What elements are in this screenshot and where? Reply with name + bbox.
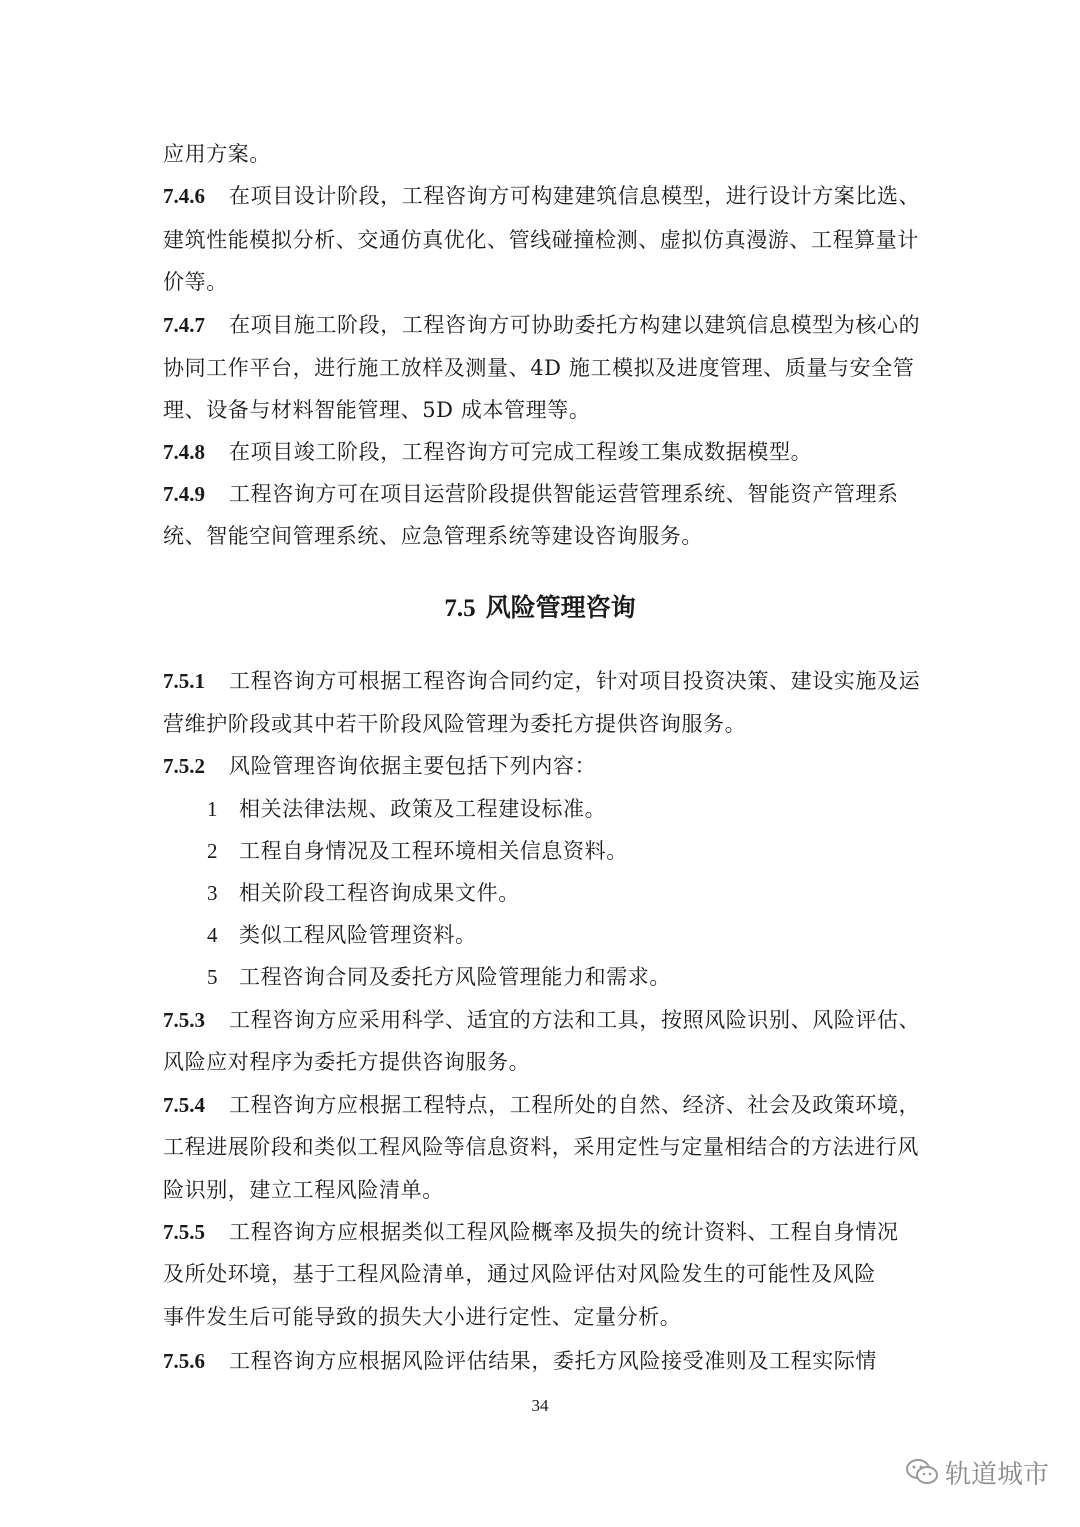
clause-7-5-3: 7.5.3 工程咨询方应采用科学、适宜的方法和工具，按照风险识别、风险评估、 xyxy=(163,1005,923,1035)
clause-number: 7.4.9 xyxy=(163,482,205,506)
text-line: 协同工作平台，进行施工放样及测量、4D 施工模拟及进度管理、质量与安全管 xyxy=(163,356,915,380)
text-line: 建筑性能模拟分析、交通仿真优化、管线碰撞检测、虚拟仿真漫游、工程算量计 xyxy=(163,228,919,252)
clause-7-5-2: 7.5.2 风险管理咨询依据主要包括下列内容： xyxy=(163,751,923,781)
clause-7-4-7: 7.4.7 在项目施工阶段，工程咨询方可协助委托方构建以建筑信息模型为核心的 xyxy=(163,310,923,340)
clause-number: 7.5.6 xyxy=(163,1349,205,1373)
clause-7-5-1: 7.5.1 工程咨询方可根据工程咨询合同约定，针对项目投资决策、建设实施及运 xyxy=(163,666,923,696)
clause-7-5-6: 7.5.6 工程咨询方应根据风险评估结果，委托方风险接受准则及工程实际情 xyxy=(163,1346,923,1376)
clause-number: 7.4.8 xyxy=(163,440,205,464)
clause-number: 7.5.3 xyxy=(163,1008,205,1032)
text-line: 统、智能空间管理系统、应急管理系统等建设咨询服务。 xyxy=(163,524,703,548)
clause-number: 7.4.7 xyxy=(163,313,205,337)
text-line: 工程进展阶段和类似工程风险等信息资料，采用定性与定量相结合的方法进行风 xyxy=(163,1135,919,1159)
text-line: 及所处环境，基于工程风险清单，通过风险评估对风险发生的可能性及风险 xyxy=(163,1262,876,1286)
section-title: 风险管理咨询 xyxy=(485,593,636,622)
page-number: 34 xyxy=(531,1396,549,1415)
clause-7-5-4: 7.5.4 工程咨询方应根据工程特点，工程所处的自然、经济、社会及政策环境， xyxy=(163,1090,923,1120)
section-number: 7.5 xyxy=(444,595,476,622)
clause-number: 7.5.2 xyxy=(163,754,205,778)
clause-number: 7.4.6 xyxy=(163,184,205,208)
clause-7-4-6: 7.4.6 在项目设计阶段，工程咨询方可构建建筑信息模型，进行设计方案比选、 xyxy=(163,181,923,211)
clause-7-5-5: 7.5.5 工程咨询方应根据类似工程风险概率及损失的统计资料、工程自身情况 xyxy=(163,1217,923,1247)
list-item: 2 工程自身情况及工程环境相关信息资料。 xyxy=(207,839,628,863)
text-line: 风险应对程序为委托方提供咨询服务。 xyxy=(163,1050,531,1074)
clause-7-4-8: 7.4.8 在项目竣工阶段，工程咨询方可完成工程竣工集成数据模型。 xyxy=(163,437,923,467)
text-line: 应用方案。 xyxy=(163,142,271,166)
text-line: 险识别，建立工程风险清单。 xyxy=(163,1178,444,1202)
text-line: 事件发生后可能导致的损失大小进行定性、定量分析。 xyxy=(163,1305,682,1329)
list-item: 5 工程咨询合同及委托方风险管理能力和需求。 xyxy=(207,965,671,989)
watermark xyxy=(905,1452,1049,1492)
list-item: 1 相关法律法规、政策及工程建设标准。 xyxy=(207,797,607,821)
list-item: 4 类似工程风险管理资料。 xyxy=(207,923,477,947)
clause-number: 7.5.5 xyxy=(163,1220,205,1244)
text-line: 价等。 xyxy=(163,270,228,294)
text-line: 营维护阶段或其中若干阶段风险管理为委托方提供咨询服务。 xyxy=(163,712,747,736)
clause-7-4-9: 7.4.9 工程咨询方可在项目运营阶段提供智能运营管理系统、智能资产管理系 xyxy=(163,479,923,509)
wechat-icon xyxy=(905,1457,939,1487)
watermark-text: 轨道城市 xyxy=(945,1459,1050,1490)
section-heading xyxy=(0,591,1080,626)
clause-number: 7.5.1 xyxy=(163,669,205,693)
clause-number: 7.5.4 xyxy=(163,1093,205,1117)
list-item: 3 相关阶段工程咨询成果文件。 xyxy=(207,881,520,905)
text-line: 理、设备与材料智能管理、5D 成本管理等。 xyxy=(163,398,591,422)
